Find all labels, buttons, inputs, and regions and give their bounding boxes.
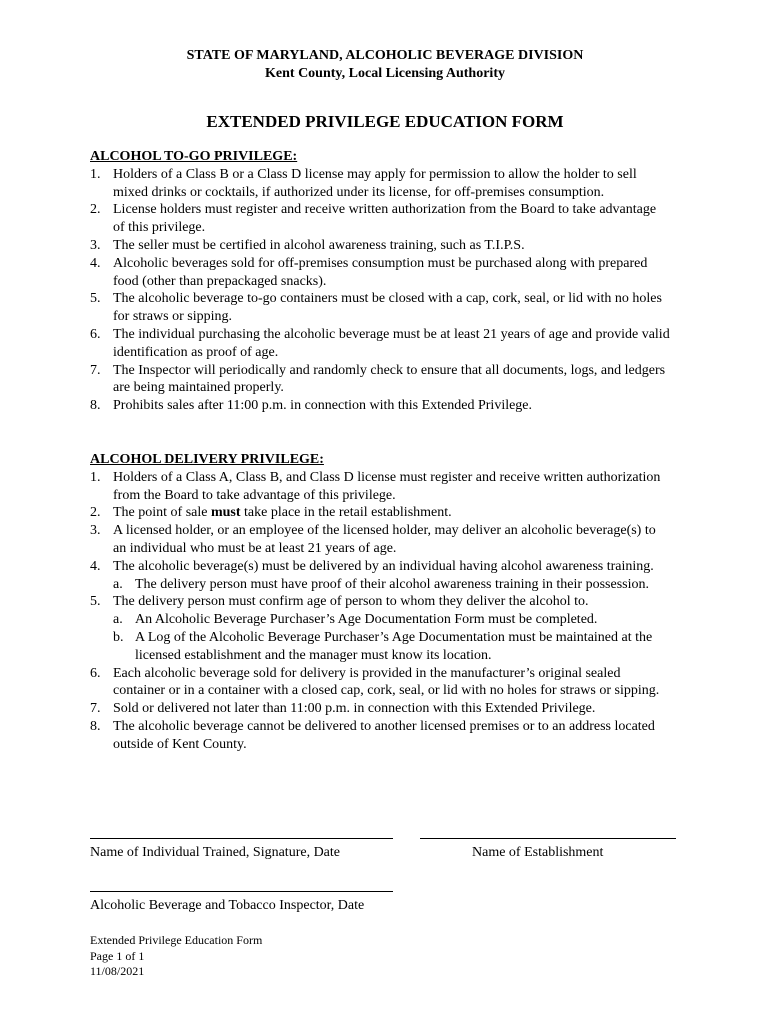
togo-item-4 bbox=[90, 255, 670, 291]
emphasis-text: must bbox=[210, 505, 241, 521]
item-text: The seller must be certified in alcohol awareness training, such as T.I.P.S. bbox=[113, 237, 525, 253]
item-text: An Alcoholic Beverage Purchaser’s Age Documentation Form must be completed. bbox=[135, 612, 598, 628]
label-individual-trained: Name of Individual Trained, Signature, Date bbox=[90, 845, 341, 860]
item-text: License holders must register and receive written authorization from the Board to take advantage of this privilege. bbox=[113, 202, 657, 236]
togo-item-5 bbox=[90, 290, 670, 326]
item-number: 4. bbox=[90, 558, 101, 574]
header-county-authority: Kent County, Local Licensing Authority bbox=[265, 66, 505, 81]
item-text: take place in the retail establishment. bbox=[240, 505, 452, 521]
section-togo-title: ALCOHOL TO-GO PRIVILEGE: bbox=[90, 149, 298, 164]
form-title: EXTENDED PRIVILEGE EDUCATION FORM bbox=[206, 112, 564, 131]
item-number: 6. bbox=[90, 665, 101, 681]
signature-line-individual[interactable] bbox=[90, 838, 393, 839]
delivery-item-1 bbox=[90, 469, 670, 505]
item-text: The delivery person must confirm age of person to whom they deliver the alcohol to. bbox=[113, 594, 589, 610]
item-number: 7. bbox=[90, 701, 101, 717]
delivery-item-6 bbox=[90, 665, 670, 701]
item-text: The delivery person must have proof of their alcohol awareness training in their possession. bbox=[135, 576, 649, 592]
footer-date: 11/08/2021 bbox=[90, 964, 145, 978]
item-text: The alcoholic beverage(s) must be delivered by an individual having alcohol awareness training. bbox=[113, 558, 654, 574]
item-number: 3. bbox=[90, 523, 101, 539]
item-text: The individual purchasing the alcoholic beverage must be at least 21 years of age and provide valid identification as proof of age. bbox=[113, 326, 670, 360]
item-letter: a. bbox=[113, 576, 123, 592]
item-text: Holders of a Class A, Class B, and Class D license must register and receive written authorization from the Board to take advantage of this privilege. bbox=[113, 469, 661, 503]
item-letter: b. bbox=[113, 629, 124, 645]
delivery-item-2 bbox=[90, 504, 670, 522]
item-number: 1. bbox=[90, 469, 101, 485]
item-number: 8. bbox=[90, 718, 101, 734]
item-text: A Log of the Alcoholic Beverage Purchaser’s Age Documentation must be maintained at the licensed establishment and the manager must know its location. bbox=[135, 629, 653, 663]
item-number: 8. bbox=[90, 398, 101, 414]
item-number: 2. bbox=[90, 202, 101, 218]
section-delivery bbox=[90, 451, 670, 754]
item-text: Each alcoholic beverage sold for delivery is provided in the manufacturer’s original sealed container or in a container with a closed cap, cork, seal, or lid with no holes for straws or sipping. bbox=[113, 665, 660, 699]
togo-item-1 bbox=[90, 166, 670, 202]
item-number: 1. bbox=[90, 166, 101, 182]
section-delivery-title: ALCOHOL DELIVERY PRIVILEGE: bbox=[90, 452, 324, 467]
delivery-item-7 bbox=[90, 700, 670, 718]
togo-item-6 bbox=[90, 326, 670, 362]
item-number: 3. bbox=[90, 237, 101, 253]
item-number: 2. bbox=[90, 505, 101, 521]
togo-item-8 bbox=[90, 397, 670, 415]
footer-form-name: Extended Privilege Education Form bbox=[90, 933, 263, 947]
togo-item-3 bbox=[90, 237, 670, 255]
togo-item-7 bbox=[90, 362, 670, 398]
item-number: 5. bbox=[90, 291, 101, 307]
delivery-item-5a bbox=[90, 611, 670, 629]
signature-line-establishment[interactable] bbox=[420, 838, 676, 839]
delivery-item-5b bbox=[90, 629, 670, 665]
header-state-division: STATE OF MARYLAND, ALCOHOLIC BEVERAGE DIVISION bbox=[186, 48, 584, 63]
item-text: A licensed holder, or an employee of the licensed holder, may deliver an alcoholic beverage(s) to an individual who must be at least 21 years of age. bbox=[113, 523, 656, 556]
item-number: 4. bbox=[90, 255, 101, 271]
footer-page-number: Page 1 of 1 bbox=[90, 948, 145, 963]
delivery-item-4 bbox=[90, 558, 670, 576]
item-text: Prohibits sales after 11:00 p.m. in connection with this Extended Privilege. bbox=[113, 398, 533, 414]
delivery-item-5 bbox=[90, 593, 670, 611]
item-letter: a. bbox=[113, 612, 123, 628]
label-inspector: Alcoholic Beverage and Tobacco Inspector, Date bbox=[90, 898, 365, 913]
item-number: 7. bbox=[90, 362, 101, 378]
section-togo bbox=[90, 148, 670, 415]
signature-line-inspector[interactable] bbox=[90, 891, 393, 892]
item-text: Sold or delivered not later than 11:00 p.m. in connection with this Extended Privilege. bbox=[113, 701, 596, 717]
delivery-item-3 bbox=[90, 522, 670, 558]
item-text: Alcoholic beverages sold for off-premises consumption must be purchased along with prepared food (other than prepackaged snacks). bbox=[113, 255, 648, 289]
item-number: 6. bbox=[90, 326, 101, 342]
item-text: The point of sale bbox=[113, 505, 211, 521]
label-establishment: Name of Establishment bbox=[472, 845, 604, 860]
delivery-item-8 bbox=[90, 718, 670, 754]
item-text: The alcoholic beverage to-go containers must be closed with a cap, cork, seal, or lid with no holes for straws or sipping. bbox=[113, 291, 662, 325]
item-text: The Inspector will periodically and randomly check to ensure that all documents, logs, and ledgers are being maintained properly. bbox=[113, 362, 666, 396]
item-number: 5. bbox=[90, 594, 101, 610]
item-text: The alcoholic beverage cannot be delivered to another licensed premises or to an address located outside of Kent County. bbox=[113, 718, 655, 752]
delivery-item-4a bbox=[90, 576, 670, 594]
page-footer bbox=[90, 933, 262, 980]
togo-item-2 bbox=[90, 201, 670, 237]
item-text: Holders of a Class B or a Class D license may apply for permission to allow the holder to sell mixed drinks or cocktails, if authorized under its license, for off-premises consumption. bbox=[113, 166, 637, 200]
